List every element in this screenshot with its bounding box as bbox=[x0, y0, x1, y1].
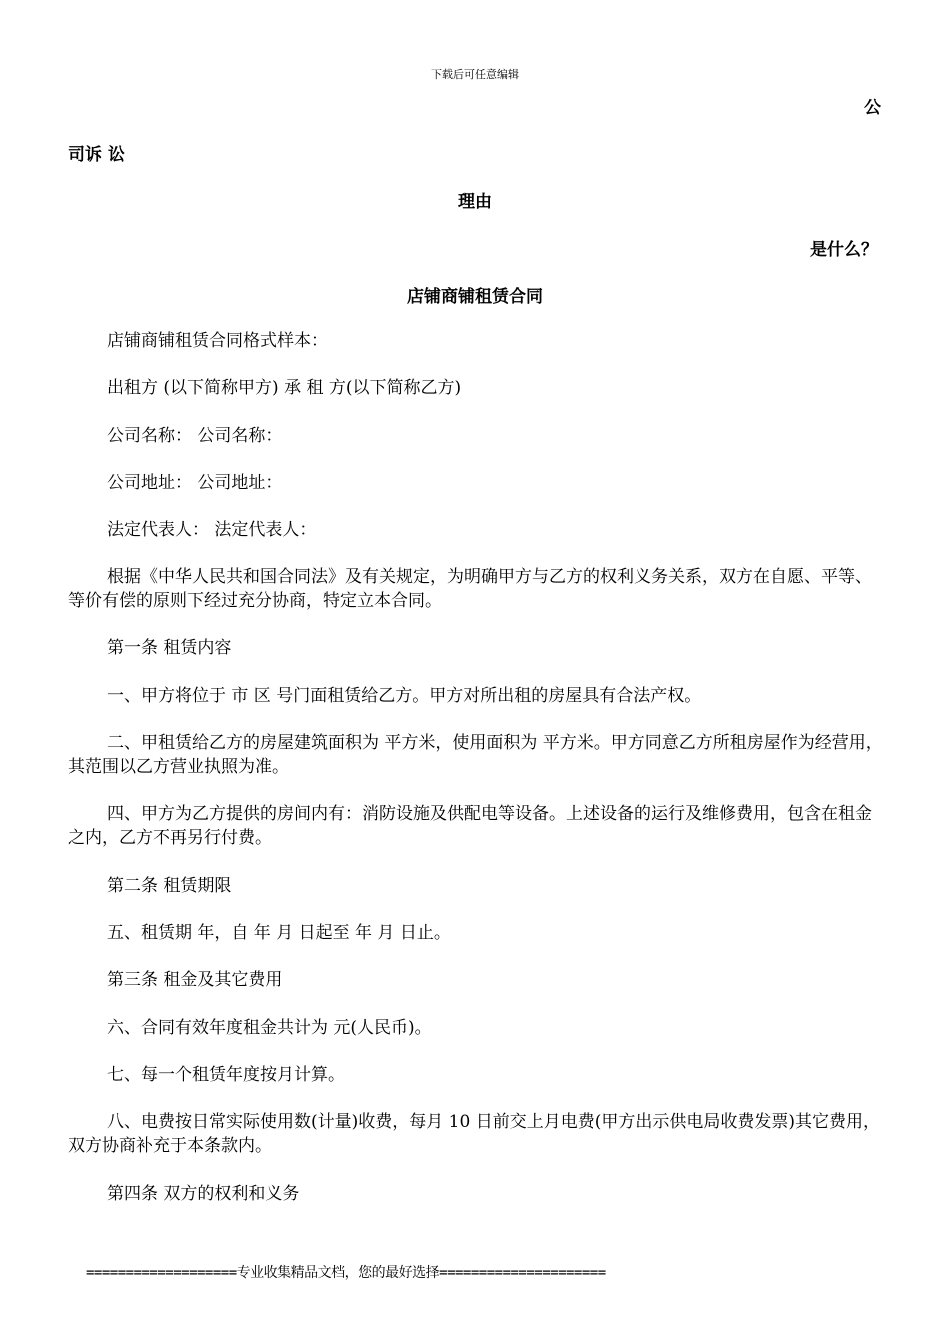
heading-fragment-liyou: 理由 bbox=[458, 192, 492, 212]
article-3-heading: 第三条 租金及其它费用 bbox=[107, 970, 283, 990]
clause-6: 六、合同有效年度租金共计为 元(人民币)。 bbox=[107, 1018, 432, 1038]
preamble-paragraph: 根据《中华人民共和国合同法》及有关规定，为明确甲方与乙方的权利义务关系，双方在自愿、平等、等价有偿的原则下经过充分协商，特定立本合同。 bbox=[68, 567, 872, 611]
clause-4: 四、甲方为乙方提供的房间内有：消防设施及供配电等设备。上述设备的运行及维修费用，包含在租金之内，乙方不再另行付费。 bbox=[68, 804, 872, 848]
footer-banner: ===================专业收集精品文档，您的最好选择===================== bbox=[86, 1265, 606, 1281]
company-name-line: 公司名称： 公司名称： bbox=[107, 426, 283, 446]
document-title: 店铺商铺租赁合同 bbox=[407, 287, 543, 307]
clause-5: 五、租赁期 年，自 年 月 日起至 年 月 日止。 bbox=[107, 923, 451, 943]
heading-fragment-gong: 公 bbox=[864, 98, 881, 118]
clause-8: 八、电费按日常实际使用数(计量)收费，每月 10 日前交上月电费(甲方出示供电局收费发票)其它费用，双方协商补充于本条款内。 bbox=[68, 1112, 880, 1156]
article-1-heading: 第一条 租赁内容 bbox=[107, 638, 232, 658]
article-4-heading: 第四条 双方的权利和义务 bbox=[107, 1184, 300, 1204]
heading-fragment-sisong: 司诉 讼 bbox=[68, 145, 125, 165]
clause-7: 七、每一个租赁年度按月计算。 bbox=[107, 1065, 345, 1085]
header-note: 下载后可任意编辑 bbox=[431, 68, 519, 81]
heading-fragment-shishenme: 是什么？ bbox=[810, 240, 878, 260]
parties-line: 出租方 (以下简称甲方) 承 租 方(以下简称乙方) bbox=[107, 378, 462, 398]
clause-1: 一、甲方将位于 市 区 号门面租赁给乙方。甲方对所出租的房屋具有合法产权。 bbox=[107, 686, 702, 706]
legal-rep-line: 法定代表人： 法定代表人： bbox=[107, 520, 317, 540]
clause-2: 二、甲租赁给乙方的房屋建筑面积为 平方米，使用面积为 平方米。甲方同意乙方所租房屋作为经营用，其范围以乙方营业执照为准。 bbox=[68, 733, 883, 777]
company-address-line: 公司地址： 公司地址： bbox=[107, 473, 283, 493]
article-2-heading: 第二条 租赁期限 bbox=[107, 876, 232, 896]
intro-line: 店铺商铺租赁合同格式样本： bbox=[107, 331, 328, 351]
